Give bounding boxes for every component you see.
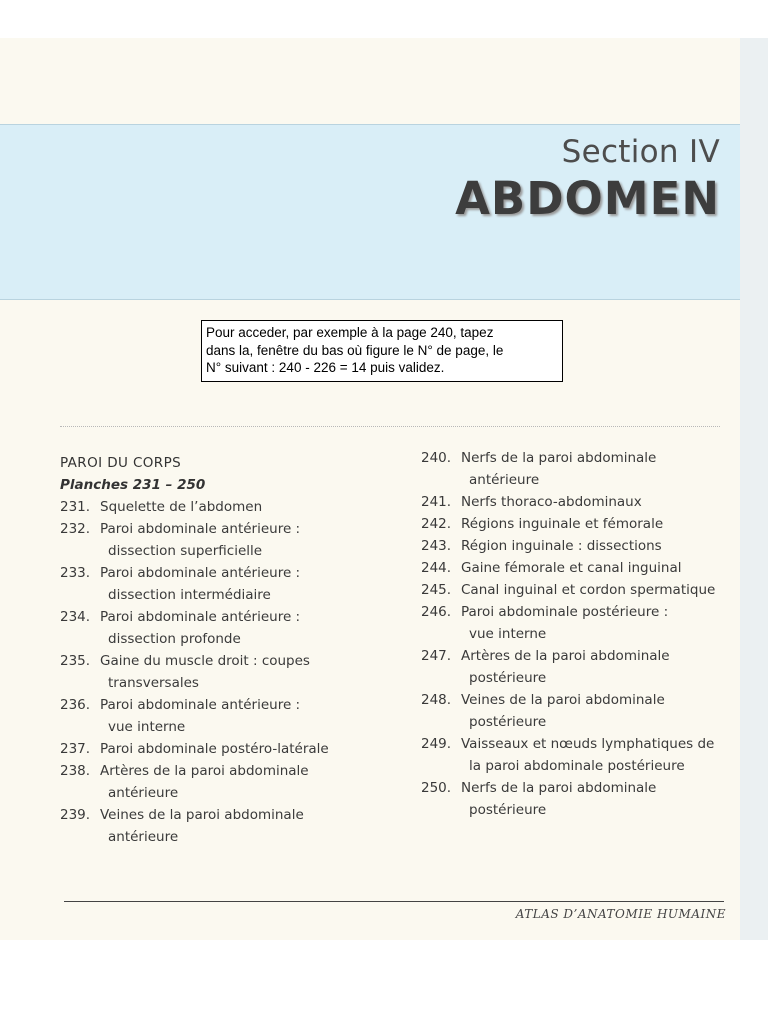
toc-list-left [60, 496, 410, 848]
toc-entry-continuation: vue interne [108, 719, 186, 735]
note-line: N° suivant : 240 - 226 = 14 puis validez. [206, 360, 445, 375]
toc-entry-number: 238. [60, 763, 91, 779]
toc-entry-number: 242. [421, 516, 452, 532]
toc-entry-title: Région inguinale : dissections [461, 538, 662, 554]
toc-entry-title: Nerfs thoraco-abdominaux [461, 494, 642, 510]
toc-entry[interactable] [421, 601, 751, 645]
toc-entry[interactable] [60, 738, 410, 760]
toc-entry[interactable] [421, 535, 751, 557]
toc-entry-number: 248. [421, 692, 452, 708]
toc-entry-number: 244. [421, 560, 452, 576]
toc-entry-title: Gaine fémorale et canal inguinal [461, 560, 682, 576]
toc-entry[interactable] [421, 689, 751, 733]
toc-entry-number: 246. [421, 604, 452, 620]
toc-entry-number: 231. [60, 499, 91, 515]
toc-entry-title: Squelette de l’abdomen [100, 499, 263, 515]
toc-entry[interactable] [60, 760, 410, 804]
toc-entry-title: Nerfs de la paroi abdominale [461, 450, 657, 466]
footer-title: ATLAS D’ANATOMIE HUMAINE [515, 907, 726, 921]
toc-entry-continuation: antérieure [108, 829, 179, 845]
toc-entry[interactable] [60, 694, 410, 738]
toc-entry[interactable] [60, 804, 410, 848]
toc-entry[interactable] [60, 518, 410, 562]
toc-entry-number: 234. [60, 609, 91, 625]
toc-entry-number: 245. [421, 582, 452, 598]
toc-heading: PAROI DU CORPS [60, 455, 182, 471]
toc-entry-title: Paroi abdominale postéro-latérale [100, 741, 329, 757]
instruction-note [201, 320, 563, 382]
toc-entry[interactable] [60, 496, 410, 518]
toc-entry-number: 241. [421, 494, 452, 510]
toc-entry-title: Gaine du muscle droit : coupes [100, 653, 310, 669]
note-line: Pour acceder, par exemple à la page 240, tapez [206, 325, 494, 340]
toc-entry-title: Paroi abdominale antérieure : [100, 565, 301, 581]
toc-entry-title: Artères de la paroi abdominale [461, 648, 670, 664]
toc-subheading: Planches 231 – 250 [60, 477, 206, 493]
toc-entry-title: Paroi abdominale antérieure : [100, 697, 301, 713]
toc-entry-number: 243. [421, 538, 452, 554]
toc-entry-number: 233. [60, 565, 91, 581]
toc-column-right [421, 447, 751, 821]
toc-entry-number: 250. [421, 780, 452, 796]
toc-entry-number: 240. [421, 450, 452, 466]
section-title: ABDOMEN [455, 172, 720, 225]
toc-entry[interactable] [60, 562, 410, 606]
toc-entry-title: Veines de la paroi abdominale [461, 692, 665, 708]
toc-entry-number: 247. [421, 648, 452, 664]
toc-entry-title: Paroi abdominale postérieure : [461, 604, 669, 620]
toc-entry[interactable] [421, 491, 751, 513]
toc-entry[interactable] [421, 579, 751, 601]
toc-entry-number: 235. [60, 653, 91, 669]
toc-entry-continuation: postérieure [469, 802, 547, 818]
toc-entry-number: 236. [60, 697, 91, 713]
toc-list-right [421, 447, 751, 821]
toc-entry-title: Nerfs de la paroi abdominale [461, 780, 657, 796]
toc-entry-title: Artères de la paroi abdominale [100, 763, 309, 779]
toc-entry-continuation: dissection superficielle [108, 543, 263, 559]
toc-entry-number: 239. [60, 807, 91, 823]
toc-entry[interactable] [60, 606, 410, 650]
toc-entry[interactable] [421, 777, 751, 821]
toc-entry-continuation: dissection intermédiaire [108, 587, 271, 603]
toc-entry-title: Paroi abdominale antérieure : [100, 609, 301, 625]
toc-entry[interactable] [421, 447, 751, 491]
toc-column-left [60, 452, 410, 848]
toc-entry-title: Vaisseaux et nœuds lymphatiques de [461, 736, 715, 752]
toc-entry-number: 249. [421, 736, 452, 752]
toc-entry-title: Veines de la paroi abdominale [100, 807, 304, 823]
toc-entry-continuation: transversales [108, 675, 199, 691]
toc-entry[interactable] [421, 513, 751, 535]
toc-entry-continuation: antérieure [108, 785, 179, 801]
toc-entry-title: Paroi abdominale antérieure : [100, 521, 301, 537]
dotted-divider [60, 426, 720, 427]
footer-rule [64, 901, 724, 902]
toc-entry[interactable] [421, 557, 751, 579]
toc-entry-title: Canal inguinal et cordon spermatique [461, 582, 716, 598]
toc-entry-continuation: antérieure [469, 472, 540, 488]
toc-entry-title: Régions inguinale et fémorale [461, 516, 664, 532]
toc-entry-continuation: vue interne [469, 626, 547, 642]
toc-entry-number: 237. [60, 741, 91, 757]
toc-entry[interactable] [421, 733, 751, 777]
toc-entry[interactable] [60, 650, 410, 694]
toc-entry[interactable] [421, 645, 751, 689]
toc-entry-continuation: la paroi abdominale postérieure [469, 758, 685, 774]
toc-entry-number: 232. [60, 521, 91, 537]
toc-entry-continuation: postérieure [469, 670, 547, 686]
section-label: Section IV [561, 134, 720, 170]
toc-entry-continuation: postérieure [469, 714, 547, 730]
toc-entry-continuation: dissection profonde [108, 631, 241, 647]
note-line: dans la, fenêtre du bas où figure le N° de page, le [206, 342, 504, 358]
